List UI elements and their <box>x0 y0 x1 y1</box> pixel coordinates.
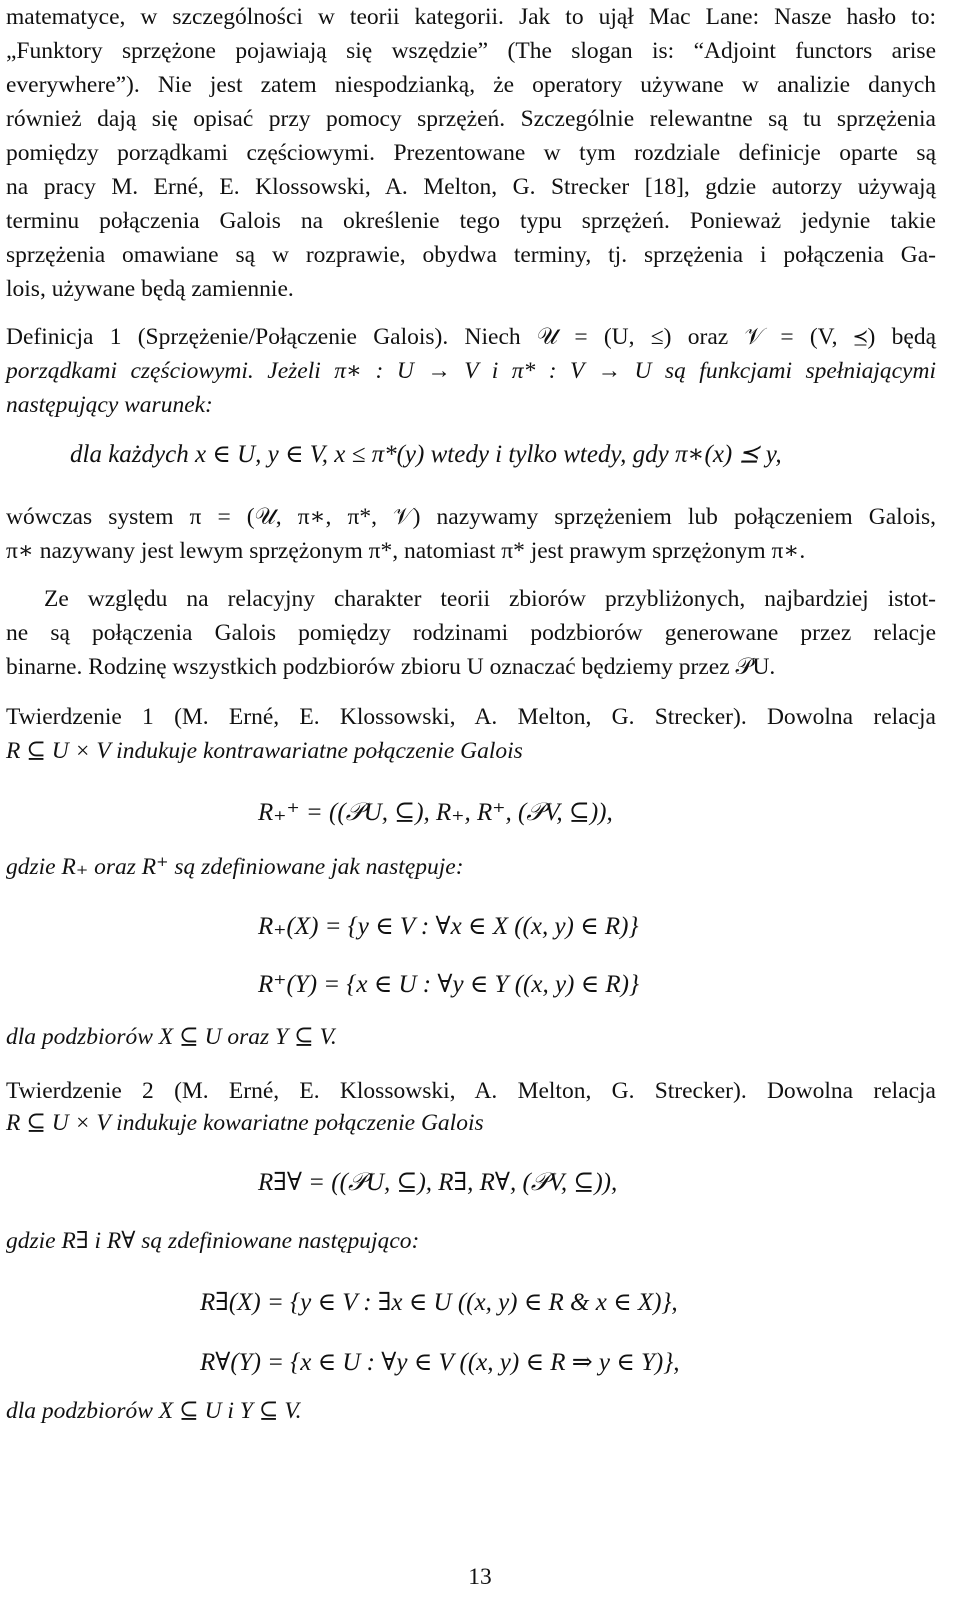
theorem1-def-lower: R₊(X) = {y ∈ V : ∀x ∈ X ((x, y) ∈ R)} <box>258 913 639 940</box>
theorem2-line-2: R ⊆ U × V indukuje kowariatne połączenie Galois <box>6 1110 484 1136</box>
intro-line-4: również dają się opisać przy pomocy sprzężeń. Szczególnie relewantne są tu sprzężenia <box>6 106 936 132</box>
theorem1-heading-line: Twierdzenie 1 (M. Erné, E. Klossowski, A. Melton, G. Strecker). Dowolna relacja <box>6 704 936 730</box>
theorem2-line-3: gdzie R∃ i R∀ są zdefiniowane następująco: <box>6 1228 420 1254</box>
intro-line-9: lois, używane będą zamiennie. <box>6 276 294 302</box>
rough-line-3: binarne. Rodzinę wszystkich podzbiorów zbioru U oznaczać będziemy przez 𝒫U. <box>6 654 776 680</box>
intro-line-1: matematyce, w szczególności w teorii kategorii. Jak to ujął Mac Lane: Nasze hasło to: <box>6 4 936 30</box>
theorem2-def-forall: R∀(Y) = {x ∈ U : ∀y ∈ V ((x, y) ∈ R ⇒ y ∈ Y)}, <box>200 1349 680 1376</box>
theorem1-formula: R₊⁺ = ((𝒫U, ⊆), R₊, R⁺, (𝒫V, ⊆)), <box>258 799 613 826</box>
definition-line-3: następujący warunek: <box>6 392 213 418</box>
theorem1-def-upper: R⁺(Y) = {x ∈ U : ∀y ∈ Y ((x, y) ∈ R)} <box>258 971 639 998</box>
definition-condition: dla każdych x ∈ U, y ∈ V, x ≤ π*(y) wtedy i tylko wtedy, gdy π∗(x) ⪯ y, <box>70 441 782 468</box>
page-number: 13 <box>468 1564 492 1590</box>
theorem1-line-2: R ⊆ U × V indukuje kontrawariatne połączenie Galois <box>6 738 523 764</box>
theorem2-line-4: dla podzbiorów X ⊆ U i Y ⊆ V. <box>6 1398 302 1424</box>
rough-line-1: Ze względu na relacyjny charakter teorii zbiorów przybliżonych, najbardziej istot- <box>44 586 936 612</box>
theorem2-heading-line: Twierdzenie 2 (M. Erné, E. Klossowski, A. Melton, G. Strecker). Dowolna relacja <box>6 1078 936 1104</box>
theorem1-line-3: gdzie R₊ oraz R⁺ są zdefiniowane jak następuje: <box>6 854 464 880</box>
theorem2-formula: R∃∀ = ((𝒫U, ⊆), R∃, R∀, (𝒫V, ⊆)), <box>258 1169 618 1196</box>
definition-heading-line: Definicja 1 (Sprzężenie/Połączenie Galois). Niech 𝒰 = (U, ≤) oraz 𝒱 = (V, ⪯) będą <box>6 324 936 350</box>
intro-line-3: everywhere”). Nie jest zatem niespodzianką, że operatory używane w analizie danych <box>6 72 936 98</box>
theorem1-line-4: dla podzbiorów X ⊆ U oraz Y ⊆ V. <box>6 1024 337 1050</box>
intro-line-6: na pracy M. Erné, E. Klossowski, A. Melton, G. Strecker [18], gdzie autorzy używają <box>6 174 936 200</box>
definition-line-4: wówczas system π = (𝒰, π∗, π*, 𝒱) nazywamy sprzężeniem lub połączeniem Galois, <box>6 504 936 530</box>
intro-line-8: sprzężenia omawiane są w rozprawie, obydwa terminy, tj. sprzężenia i połączenia Ga- <box>6 242 936 268</box>
intro-line-2: „Funktory sprzężone pojawiają się wszędzie” (The slogan is: “Adjoint functors arise <box>6 38 936 64</box>
theorem2-def-exists: R∃(X) = {y ∈ V : ∃x ∈ U ((x, y) ∈ R & x ∈ X)}, <box>200 1289 678 1316</box>
definition-line-2: porządkami częściowymi. Jeżeli π∗ : U → V i π* : V → U są funkcjami spełniającymi <box>6 358 936 384</box>
intro-line-5: pomiędzy porządkami częściowymi. Prezentowane w tym rozdziale definicje oparte są <box>6 140 936 166</box>
definition-line-5: π∗ nazywany jest lewym sprzężonym π*, natomiast π* jest prawym sprzężonym π∗. <box>6 538 806 564</box>
intro-line-7: terminu połączenia Galois na określenie tego typu sprzężeń. Ponieważ jedynie takie <box>6 208 936 234</box>
rough-line-2: ne są połączenia Galois pomiędzy rodzinami podzbiorów generowane przez relacje <box>6 620 936 646</box>
